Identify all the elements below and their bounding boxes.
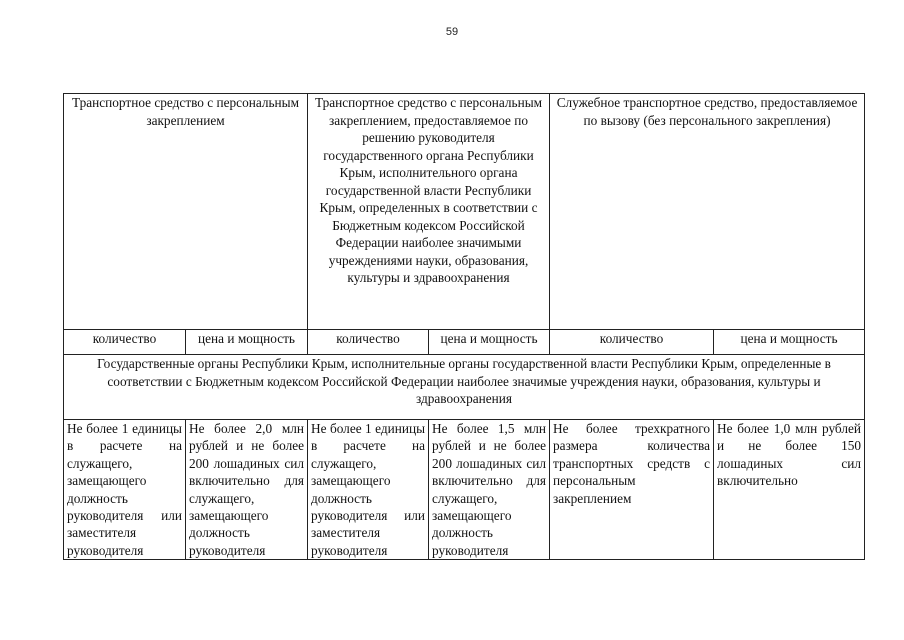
table-cell: Не более 1 единицы в расчете на служащего, замещающего должность руководителя или заместителя руководителя — [64, 420, 186, 560]
header-personal-vehicle-by-decision: Транспортное средство с персональным закреплением, предоставляемое по решению руководителя государственного органа Республики Крым, исполнительного органа государственной власти Республики Крым, определенных в соответствии с Бюджетным кодексом Российской Федерации наиболее значимыми учреждениями науки, образования, культуры и здравоохранения — [308, 94, 550, 330]
section-title: Государственные органы Республики Крым, исполнительные органы государственной власти Республики Крым, определенные в соответствии с Бюджетным кодексом Российской Федерации наиболее значимые учреждения науки, образования, культуры и здравоохранения — [64, 355, 865, 420]
subheader-quantity: количество — [308, 330, 429, 355]
table-row — [64, 420, 865, 560]
table-cell: Не более трехкратного размера количества транспортных средств с персональным закреплением — [550, 420, 714, 560]
vehicle-norms-table — [63, 93, 865, 560]
subheader-price-power: цена и мощность — [429, 330, 550, 355]
table-cell: Не более 2,0 млн рублей и не более 200 лошадиных сил включительно для служащего, замещающего должность руководителя — [186, 420, 308, 560]
header-personal-vehicle: Транспортное средство с персональным закреплением — [64, 94, 308, 330]
page-number: 59 — [445, 26, 459, 38]
table-header-row — [64, 94, 865, 330]
header-on-call-vehicle: Служебное транспортное средство, предоставляемое по вызову (без персонального закрепления) — [550, 94, 865, 330]
table-cell: Не более 1,0 млн рублей и не более 150 лошадиных сил включительно — [714, 420, 865, 560]
table-cell: Не более 1,5 млн рублей и не более 200 лошадиных сил включительно для служащего, замещающего должность руководителя — [429, 420, 550, 560]
subheader-quantity: количество — [64, 330, 186, 355]
table-section-row — [64, 355, 865, 420]
table-cell: Не более 1 единицы в расчете на служащего, замещающего должность руководителя или заместителя руководителя — [308, 420, 429, 560]
table-subheader-row — [64, 330, 865, 355]
subheader-quantity: количество — [550, 330, 714, 355]
subheader-price-power: цена и мощность — [186, 330, 308, 355]
subheader-price-power: цена и мощность — [714, 330, 865, 355]
